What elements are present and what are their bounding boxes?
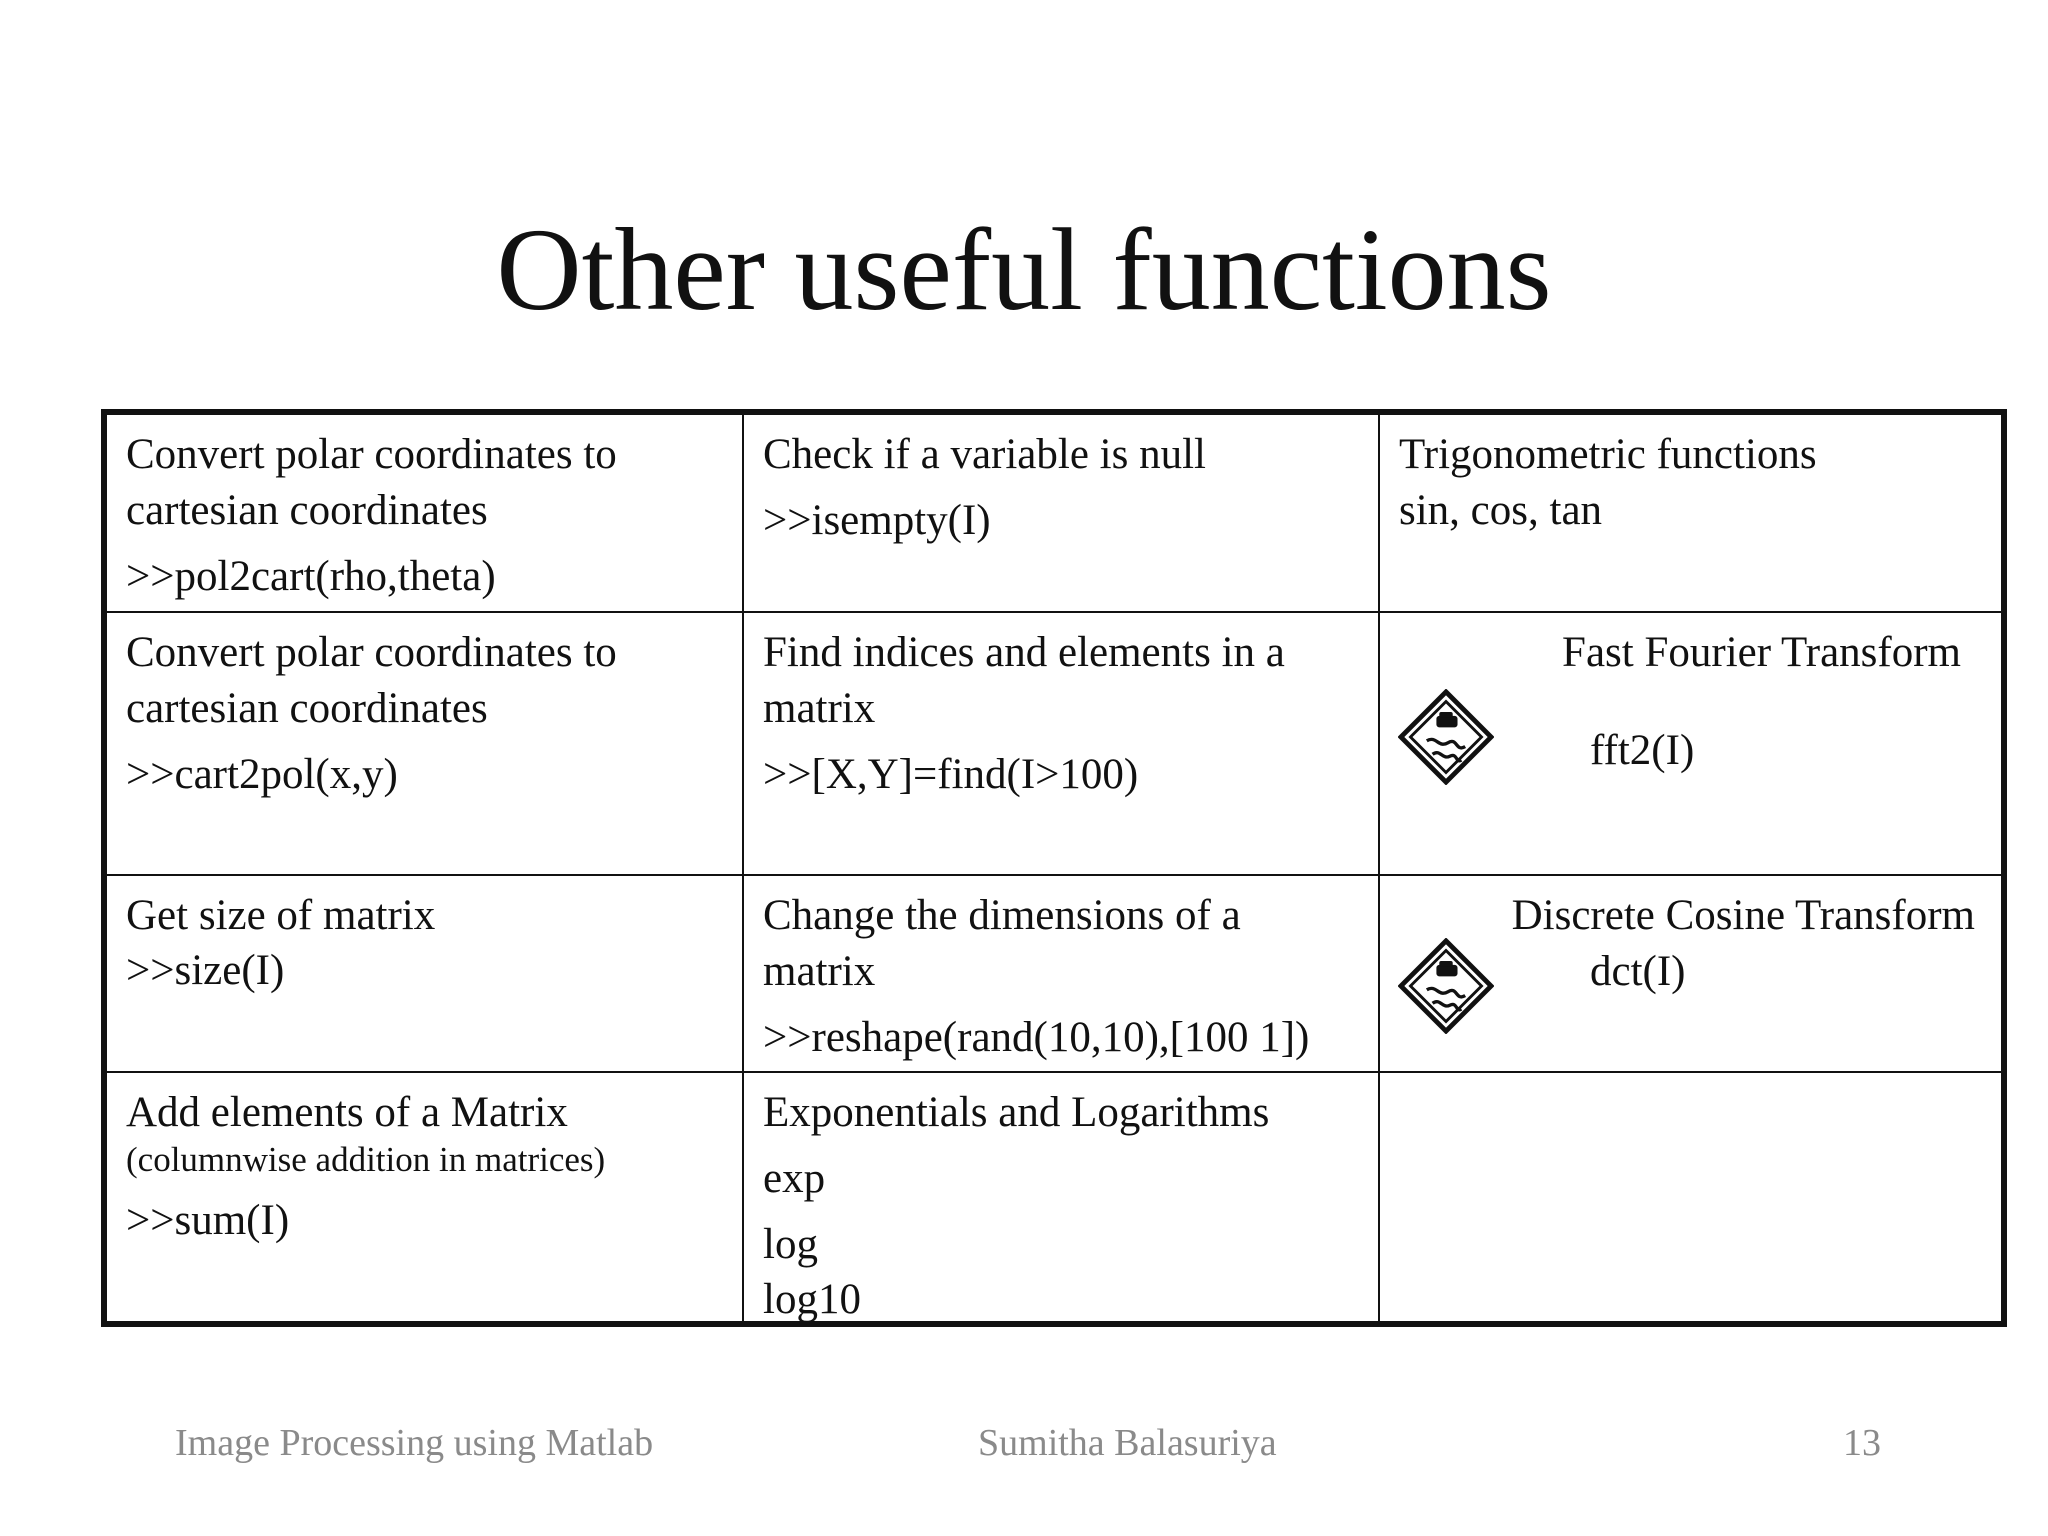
table-cell-find [744, 613, 1380, 876]
cell-description: Get size of matrix [126, 892, 436, 939]
table-cell-fft [1380, 613, 2001, 876]
table-cell-sum [107, 1073, 744, 1321]
cell-command: >>cart2pol(x,y) [126, 751, 398, 798]
footer-author: Sumitha Balasuriya [978, 1422, 1277, 1464]
slippery-road-warning-icon [1398, 689, 1494, 785]
table-cell-trigonometric [1380, 415, 2001, 613]
cell-description: Change the dimensions of a matrix [763, 892, 1241, 995]
cell-heading: Fast Fourier Transform [1562, 629, 1961, 676]
table-cell-reshape [744, 876, 1380, 1073]
cell-description: Convert polar coordinates to cartesian coordinates [126, 629, 617, 732]
cell-description: Add elements of a Matrix [126, 1089, 568, 1136]
cell-item-log10: log10 [763, 1276, 861, 1321]
slide-title: Other useful functions [496, 204, 1552, 335]
cell-command: >>isempty(I) [763, 497, 991, 544]
cell-note: (columnwise addition in matrices) [126, 1140, 606, 1179]
table-cell-empty [1380, 1073, 2001, 1321]
table-cell-dct [1380, 876, 2001, 1073]
cell-command: fft2(I) [1590, 727, 1695, 774]
cell-description: Trigonometric functions sin, cos, tan [1399, 431, 1817, 534]
cell-command: dct(I) [1590, 948, 1686, 995]
cell-item-log: log [763, 1221, 818, 1268]
cell-heading: Discrete Cosine Transform [1511, 892, 1975, 939]
table-cell-size [107, 876, 744, 1073]
functions-table [101, 409, 2007, 1327]
table-cell-pol2cart [107, 415, 744, 613]
cell-item-exp: exp [763, 1155, 826, 1202]
cell-command: >>size(I) [126, 947, 285, 994]
cell-description: Exponentials and Logarithms [763, 1089, 1270, 1136]
table-cell-cart2pol [107, 613, 744, 876]
table-cell-exp-log [744, 1073, 1380, 1321]
cell-description: Find indices and elements in a matrix [763, 629, 1285, 732]
cell-command: >>[X,Y]=find(I>100) [763, 751, 1139, 798]
footer-course-title: Image Processing using Matlab [175, 1422, 654, 1464]
cell-description: Convert polar coordinates to cartesian coordinates [126, 431, 617, 534]
cell-description: Check if a variable is null [763, 431, 1206, 478]
table-cell-isempty [744, 415, 1380, 613]
slippery-road-warning-icon [1398, 938, 1494, 1034]
cell-command: >>sum(I) [126, 1197, 290, 1244]
cell-command: >>reshape(rand(10,10),[100 1]) [763, 1014, 1310, 1061]
footer-page-number: 13 [1843, 1422, 1881, 1464]
cell-command: >>pol2cart(rho,theta) [126, 553, 496, 600]
